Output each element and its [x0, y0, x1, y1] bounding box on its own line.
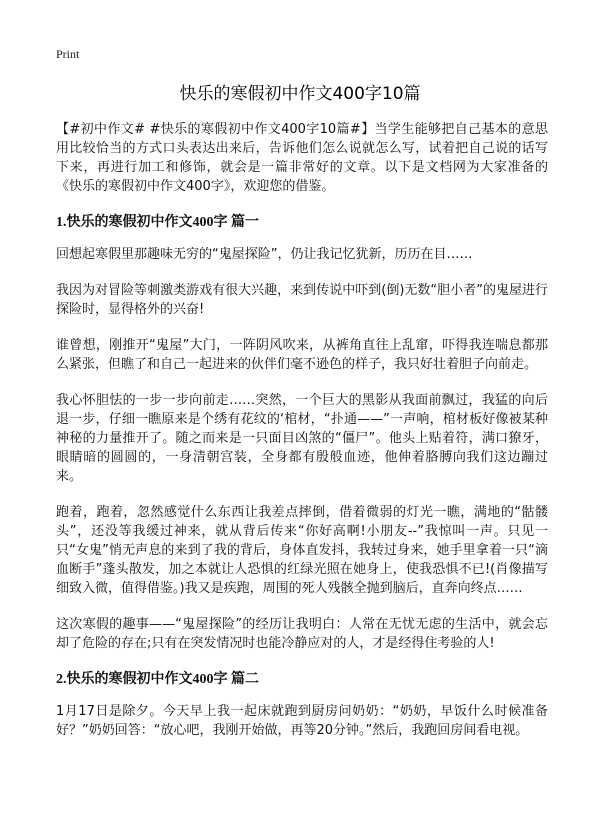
print-label[interactable]: Print [56, 47, 80, 61]
section1-paragraph: 我因为对冒险等刺激类游戏有很大兴趣，来到传说中吓到(倒)无数“胆小者”的鬼屋进行探险时，显得格外的兴奋! [56, 283, 548, 317]
section1-paragraph: 跑着，跑着，忽然感觉什么东西让我差点摔倒，借着微弱的灯光一瞧，满地的“骷髅头”，还没等我缓过神来，就从背后传来“你好高啊!小朋友--”我惊叫一声。只见一只“女鬼”悄无声息的来到了我的背后，身体直发抖，我转过身来，她手里拿着一只“滴血断手”蓬头散发，加之本就让人恐惧的红绿光照在她身上，使我恐惧不已!(肖像描写细致入微，值得借鉴。)我又是疾跑，周围的死人残骸全抛到脑后，直奔向终点…… [56, 505, 548, 596]
section1-paragraph: 这次寒假的趣事——“鬼屋探险”的经历让我明白：人常在无忧无虑的生活中，就会忘却了危险的存在;只有在突发情况时也能冷静应对的人，才是经得住考验的人! [56, 617, 548, 651]
section1-paragraph: 回想起寒假里那趣味无穷的“鬼屋探险”，仍让我记忆犹新，历历在目…… [56, 247, 473, 262]
section1-paragraph: 我心怀胆怯的一步一步向前走……突然，一个巨大的黑影从我面前飘过，我猛的向后退一步，仔细一瞧原来是个绣有花纹的‘棺材，“扑通——”一声响，棺材板好像被某种神秘的力量推开了。随之而来是一只面目凶煞的“僵尸”。他头上贴着符，满口獠牙，眼睛暗的圆圆的，一身清朝宫装，全身都有殷般血迹，他伸着胳膊向我们这边蹦过来。 [56, 393, 548, 484]
document-body [56, 120, 548, 757]
section1-paragraph: 谁曾想，刚推开“鬼屋”大门，一阵阴风吹来，从裤角直往上乱窜，吓得我连喘息都那么紧张，但瞧了和自己一起进来的伙伴们毫不逊色的样子，我只好壮着胆子向前走。 [56, 338, 548, 372]
intro-paragraph: 【#初中作文# #快乐的寒假初中作文400字10篇#】当学生能够把自己基本的意思用比较恰当的方式口头表达出来后，告诉他们怎么说就怎么写，试着把自己说的话写下来，再进行加工和修饰，就会是一篇非常好的文章。以下是文档网为大家准备的《快乐的寒假初中作文400字》，欢迎您的借鉴。 [56, 122, 548, 194]
section2-paragraph: 1月17日是除夕。今天早上我一起床就跑到厨房问奶奶：“奶奶，早饭什么时候准备好？”奶奶回答：“放心吧，我刚开始做，再等20分钟。”然后，我跑回房间看电视。 [56, 704, 548, 738]
section-heading-2: 2.快乐的寒假初中作文400字 篇二 [56, 672, 259, 687]
section-heading-1: 1.快乐的寒假初中作文400字 篇一 [56, 215, 259, 230]
document-title: 快乐的寒假初中作文400字10篇 [179, 84, 421, 104]
